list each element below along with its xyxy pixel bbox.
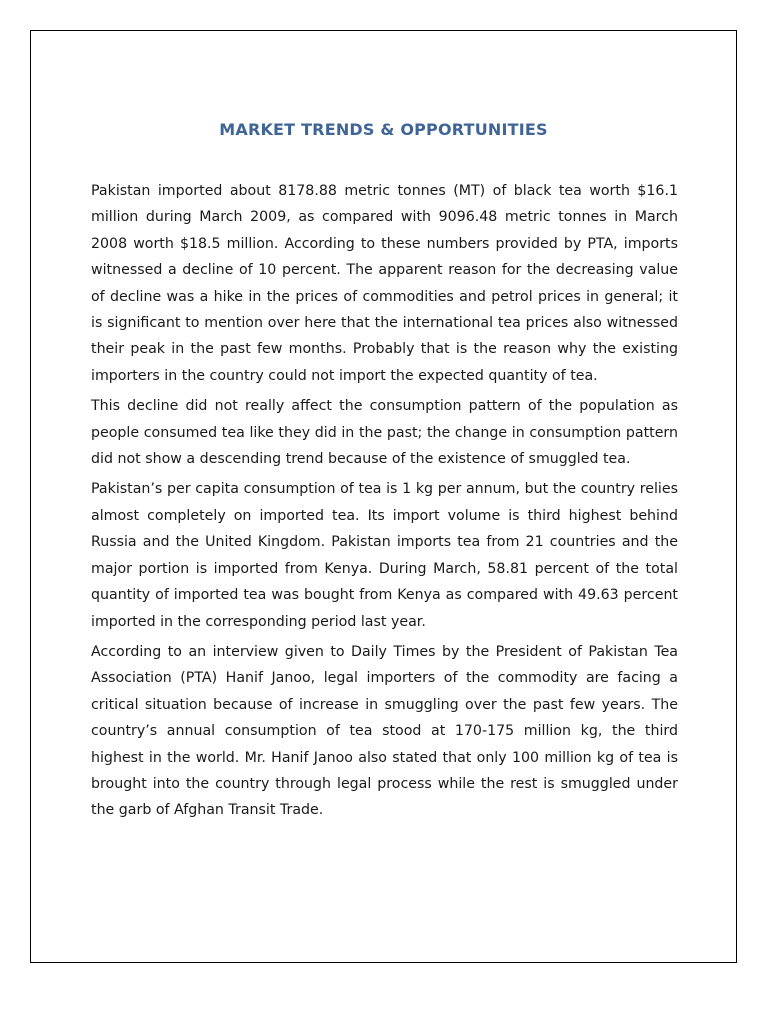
paragraph-2: This decline did not really affect the consumption pattern of the population as people consumed tea like they did in the past; the change in consumption pattern did not show a descending trend because of the existence of smuggled tea.	[91, 398, 678, 468]
page-title: MARKET TRENDS & OPPORTUNITIES	[219, 120, 548, 139]
paragraph-1: Pakistan imported about 8178.88 metric tonnes (MT) of black tea worth $16.1 million during March 2009, as compared with 9096.48 metric tonnes in March 2008 worth $18.5 million. According to these numbers provided by PTA, imports witnessed a decline of 10 percent. The apparent reason for the decreasing value of decline was a hike in the prices of commodities and petrol prices in general; it is significant to mention over here that the international tea prices also witnessed their peak in the past few months. Probably that is the reason why the existing importers in the country could not import the expected quantity of tea.	[91, 183, 678, 384]
paragraph-3: Pakistan’s per capita consumption of tea is 1 kg per annum, but the country relies almost completely on imported tea. Its import volume is third highest behind Russia and the United Kingdom. Pakistan imports tea from 21 countries and the major portion is imported from Kenya. During March, 58.81 percent of the total quantity of imported tea was bought from Kenya as compared with 49.63 percent imported in the corresponding period last year.	[91, 481, 678, 630]
paragraph-4: According to an interview given to Daily Times by the President of Pakistan Tea Association (PTA) Hanif Janoo, legal importers of the commodity are facing a critical situation because of increase in smuggling over the past few years. The country’s annual consumption of tea stood at 170-175 million kg, the third highest in the world. Mr. Hanif Janoo also stated that only 100 million kg of tea is brought into the country through legal process while the rest is smuggled under the garb of Afghan Transit Trade.	[91, 643, 678, 819]
document-body	[91, 178, 678, 828]
document-page	[30, 30, 737, 963]
